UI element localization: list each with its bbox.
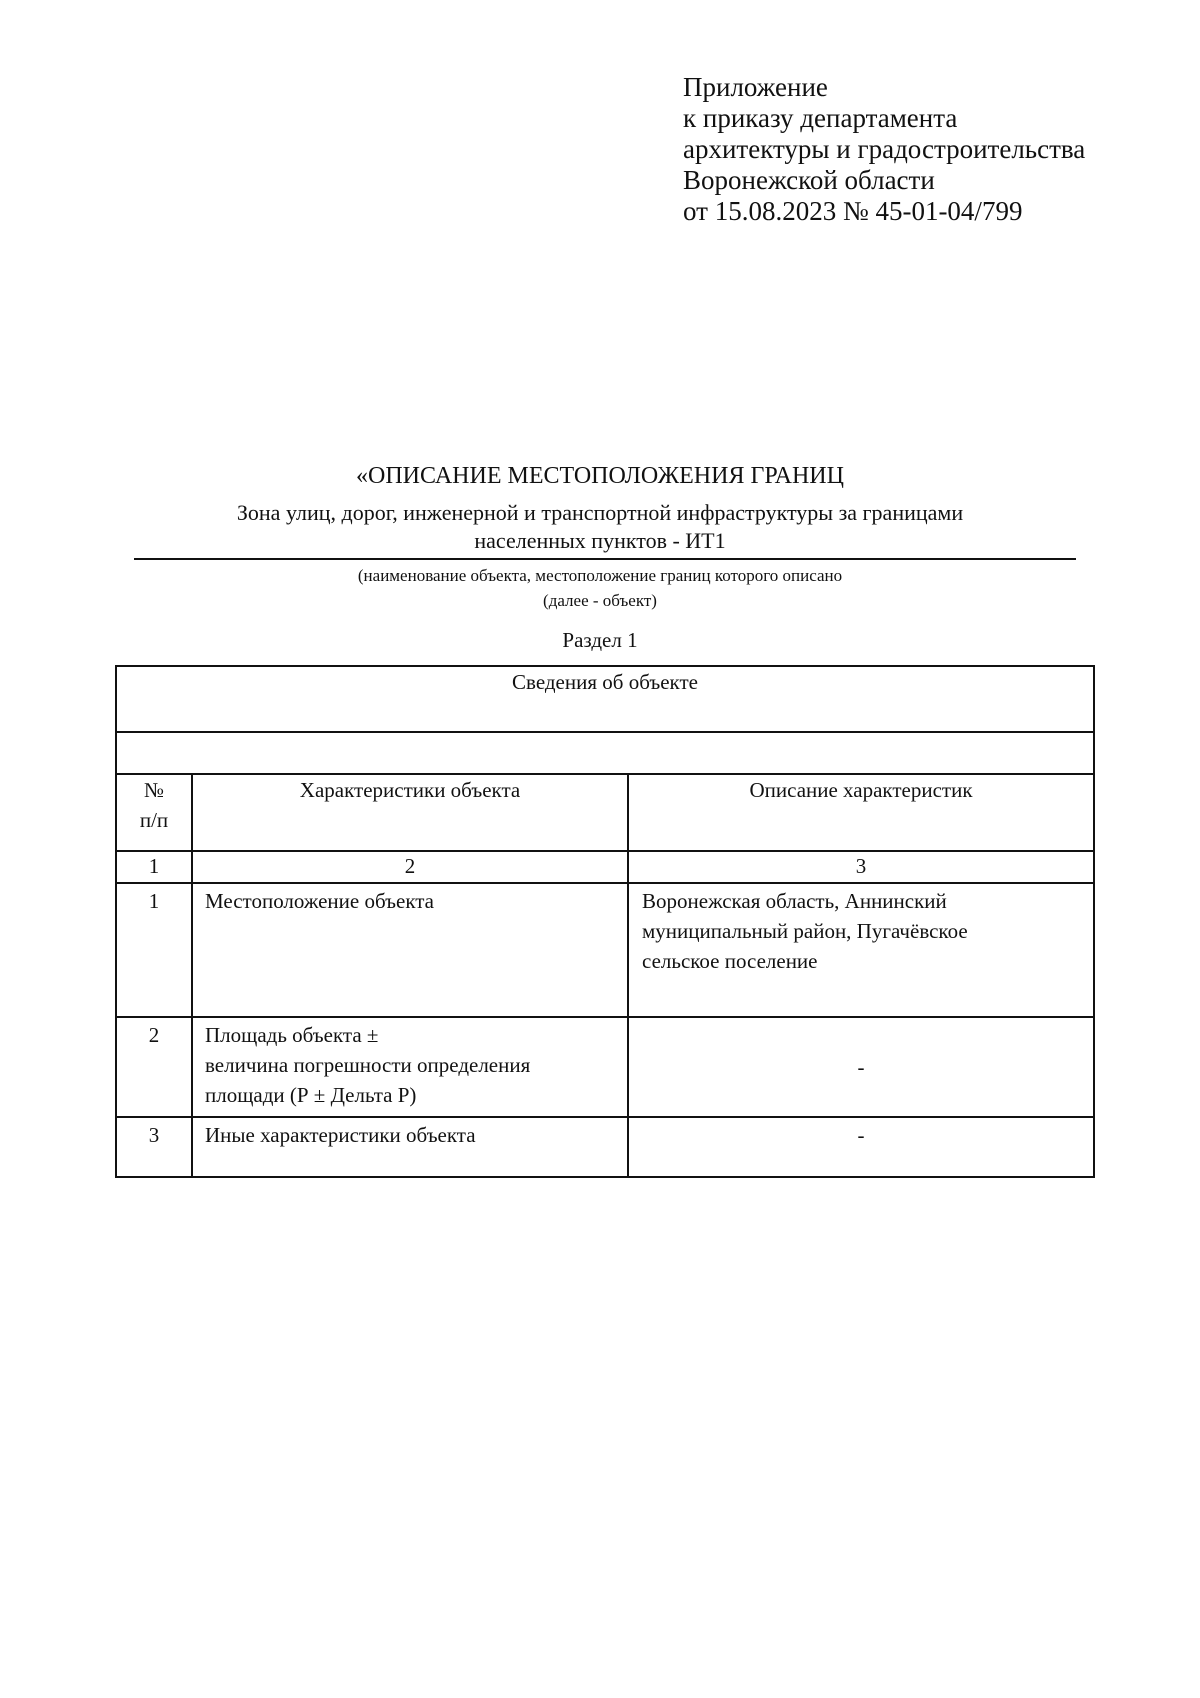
- appendix-line: к приказу департамента: [683, 103, 958, 133]
- appendix-block: [683, 72, 1085, 227]
- characteristic-line: Местоположение объекта: [205, 889, 435, 913]
- row-number: 3: [116, 1117, 192, 1177]
- row-characteristic: [192, 883, 628, 1017]
- row-number: 2: [116, 1017, 192, 1117]
- appendix-order-line: от 15.08.2023 № 45-01-04/799: [683, 196, 1023, 226]
- description-line: муниципальный район, Пугачёвское: [642, 919, 968, 943]
- index-cell: 2: [192, 851, 628, 883]
- object-info-table: [115, 665, 1095, 1178]
- table-caption: Сведения об объекте: [116, 666, 1094, 732]
- header-number-line: №: [143, 778, 165, 802]
- caption-line: (наименование объекта, местоположение границ которого описано: [357, 566, 843, 585]
- object-name-underline: [134, 558, 1076, 560]
- row-characteristic: [192, 1017, 628, 1117]
- index-cell: 3: [628, 851, 1094, 883]
- appendix-line: Воронежской области: [683, 165, 935, 195]
- row-number: 1: [116, 883, 192, 1017]
- row-description: [628, 883, 1094, 1017]
- table-header-row: [116, 774, 1094, 851]
- object-name: [0, 499, 1200, 555]
- header-characteristic: Характеристики объекта: [192, 774, 628, 851]
- object-name-line: населенных пунктов - ИТ1: [474, 528, 726, 553]
- index-cell: 1: [116, 851, 192, 883]
- characteristic-line: величина погрешности определения: [205, 1053, 531, 1077]
- characteristic-line: Иные характеристики объекта: [205, 1123, 476, 1147]
- table-empty-cell: [116, 732, 1094, 774]
- document-title: «ОПИСАНИЕ МЕСТОПОЛОЖЕНИЯ ГРАНИЦ: [356, 463, 844, 489]
- section-label: Раздел 1: [562, 628, 638, 652]
- caption-line: (далее - объект): [543, 591, 657, 610]
- appendix-line: Приложение: [683, 72, 828, 102]
- table-caption-row: [116, 666, 1094, 732]
- row-description: -: [628, 1117, 1094, 1177]
- characteristic-line: Площадь объекта ±: [205, 1023, 379, 1047]
- table-row: [116, 1017, 1094, 1117]
- description-line: сельское поселение: [642, 949, 818, 973]
- header-number-line: п/п: [139, 808, 169, 832]
- table-index-row: [116, 851, 1094, 883]
- appendix-line: архитектуры и градостроительства: [683, 134, 1086, 164]
- row-characteristic: [192, 1117, 628, 1177]
- header-number: [116, 774, 192, 851]
- row-description: -: [628, 1017, 1094, 1117]
- header-description: Описание характеристик: [628, 774, 1094, 851]
- characteristic-line: площади (Р ± Дельта Р): [205, 1083, 417, 1107]
- object-name-line: Зона улиц, дорог, инженерной и транспортной инфраструктуры за границами: [236, 500, 964, 525]
- table-row: [116, 1117, 1094, 1177]
- table-empty-row: [116, 732, 1094, 774]
- object-name-caption: [0, 563, 1200, 613]
- table-row: [116, 883, 1094, 1017]
- description-line: Воронежская область, Аннинский: [642, 889, 947, 913]
